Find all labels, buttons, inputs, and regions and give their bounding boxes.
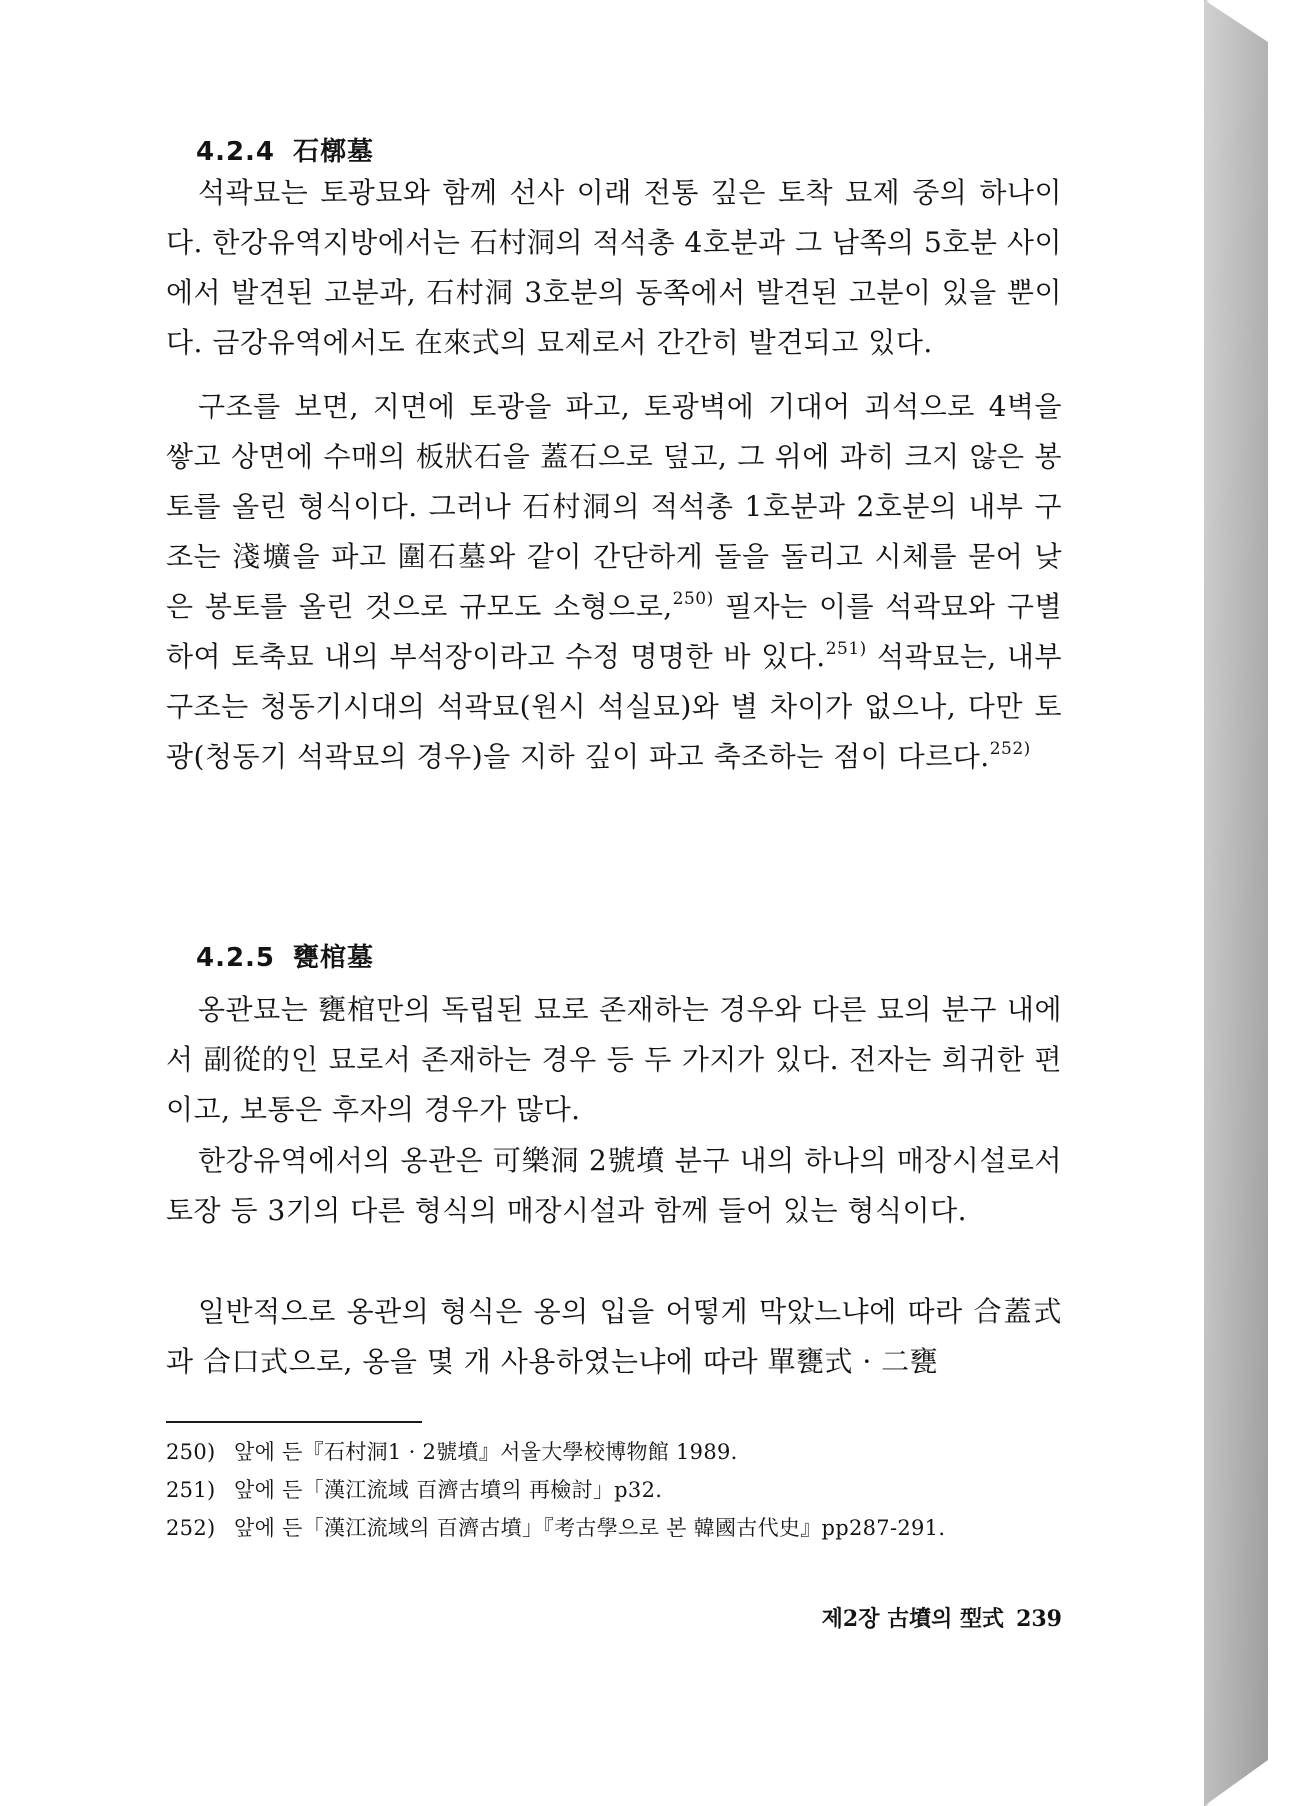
paragraph-text: 구조를 보면, 지면에 토광을 파고, 토광벽에 기대어 괴석으로 4벽을 쌓고 상면에 수매의 板狀石을 蓋石으로 덮고, 그 위에 과히 크지 않은 봉토를 올린 형식이다. 그러나 石村洞의 적석총 1호분과 2호분의 내부 구조는 淺壙을 파고 圍石墓와 같이 간단하게 돌을 돌리고 시체를 묻어 낮은 봉토를 올린 것으로 규모도 소형으로, [166, 390, 1062, 623]
footnotes [166, 1433, 1066, 1547]
footnote-text: 앞에 든『石村洞1 · 2號墳』서울大學校博物館 1989. [234, 1440, 738, 1464]
footnote-number: 251) [166, 1478, 216, 1502]
paragraph: 한강유역에서의 옹관은 可樂洞 2號墳 분구 내의 하나의 매장시설로서 토장 등 3기의 다른 형식의 매장시설과 함께 들어 있는 형식이다. [166, 1144, 1062, 1227]
paragraph: 옹관묘는 甕棺만의 독립된 묘로 존재하는 경우와 다른 묘의 분구 내에서 副從的인 묘로서 존재하는 경우 등 두 가지가 있다. 전자는 희귀한 편이고, 보통은 후자의 경우가 많다. [166, 993, 1062, 1126]
running-footer [700, 1604, 1062, 1634]
footnote-text: 앞에 든「漢江流域 百濟古墳의 再檢討」p32. [234, 1478, 663, 1502]
footnote-ref: 250) [672, 589, 714, 609]
footnote-ref: 251) [825, 639, 867, 659]
paragraph-text: 석곽묘는, 내부 구조는 청동기시대의 석곽묘(원시 석실묘)와 별 차이가 없으나, 다만 토광(청동기 석곽묘의 경우)을 지하 깊이 파고 축조하는 점이 다르다. [166, 640, 1062, 773]
page-number: 239 [1016, 1606, 1062, 1632]
section-number: 4.2.4 [196, 137, 276, 167]
footnote [166, 1433, 1066, 1471]
paragraph-text: 필자는 이를 석곽묘와 구별하여 토축묘 내의 부석장이라고 수정 명명한 바 있다. [166, 590, 1062, 673]
section-title: 石槨墓 [293, 137, 375, 167]
section-heading-4-2-4 [196, 135, 374, 169]
section-number: 4.2.5 [196, 943, 276, 973]
footnote [166, 1471, 1066, 1509]
paragraph [166, 382, 1062, 782]
section-title: 甕棺墓 [293, 943, 375, 973]
paragraph: 일반적으로 옹관의 형식은 옹의 입을 어떻게 막았느냐에 따라 合蓋式과 合口式으로, 옹을 몇 개 사용하였는냐에 따라 單甕式 · 二甕 [166, 1295, 1062, 1378]
book-page-edge-shade [1204, 0, 1268, 1806]
footnote-number: 250) [166, 1440, 216, 1464]
footnote-divider [166, 1421, 422, 1423]
running-title: 제2장 古墳의 型式 [821, 1606, 1005, 1632]
paragraph: 석곽묘는 토광묘와 함께 선사 이래 전통 깊은 토착 묘제 중의 하나이다. 한강유역지방에서는 石村洞의 적석총 4호분과 그 남쪽의 5호분 사이에서 발견된 고분과, 石村洞 3호분의 동쪽에서 발견된 고분이 있을 뿐이다. 금강유역에서도 在來式의 묘제로서 간간히 발견되고 있다. [166, 176, 1062, 359]
footnote-ref: 252) [989, 739, 1031, 759]
footnote-text: 앞에 든「漢江流域의 百濟古墳」『考古學으로 본 韓國古代史』pp287-291. [234, 1516, 946, 1540]
footnote-number: 252) [166, 1516, 216, 1540]
section-heading-4-2-5 [196, 941, 374, 975]
footnote [166, 1509, 1066, 1547]
